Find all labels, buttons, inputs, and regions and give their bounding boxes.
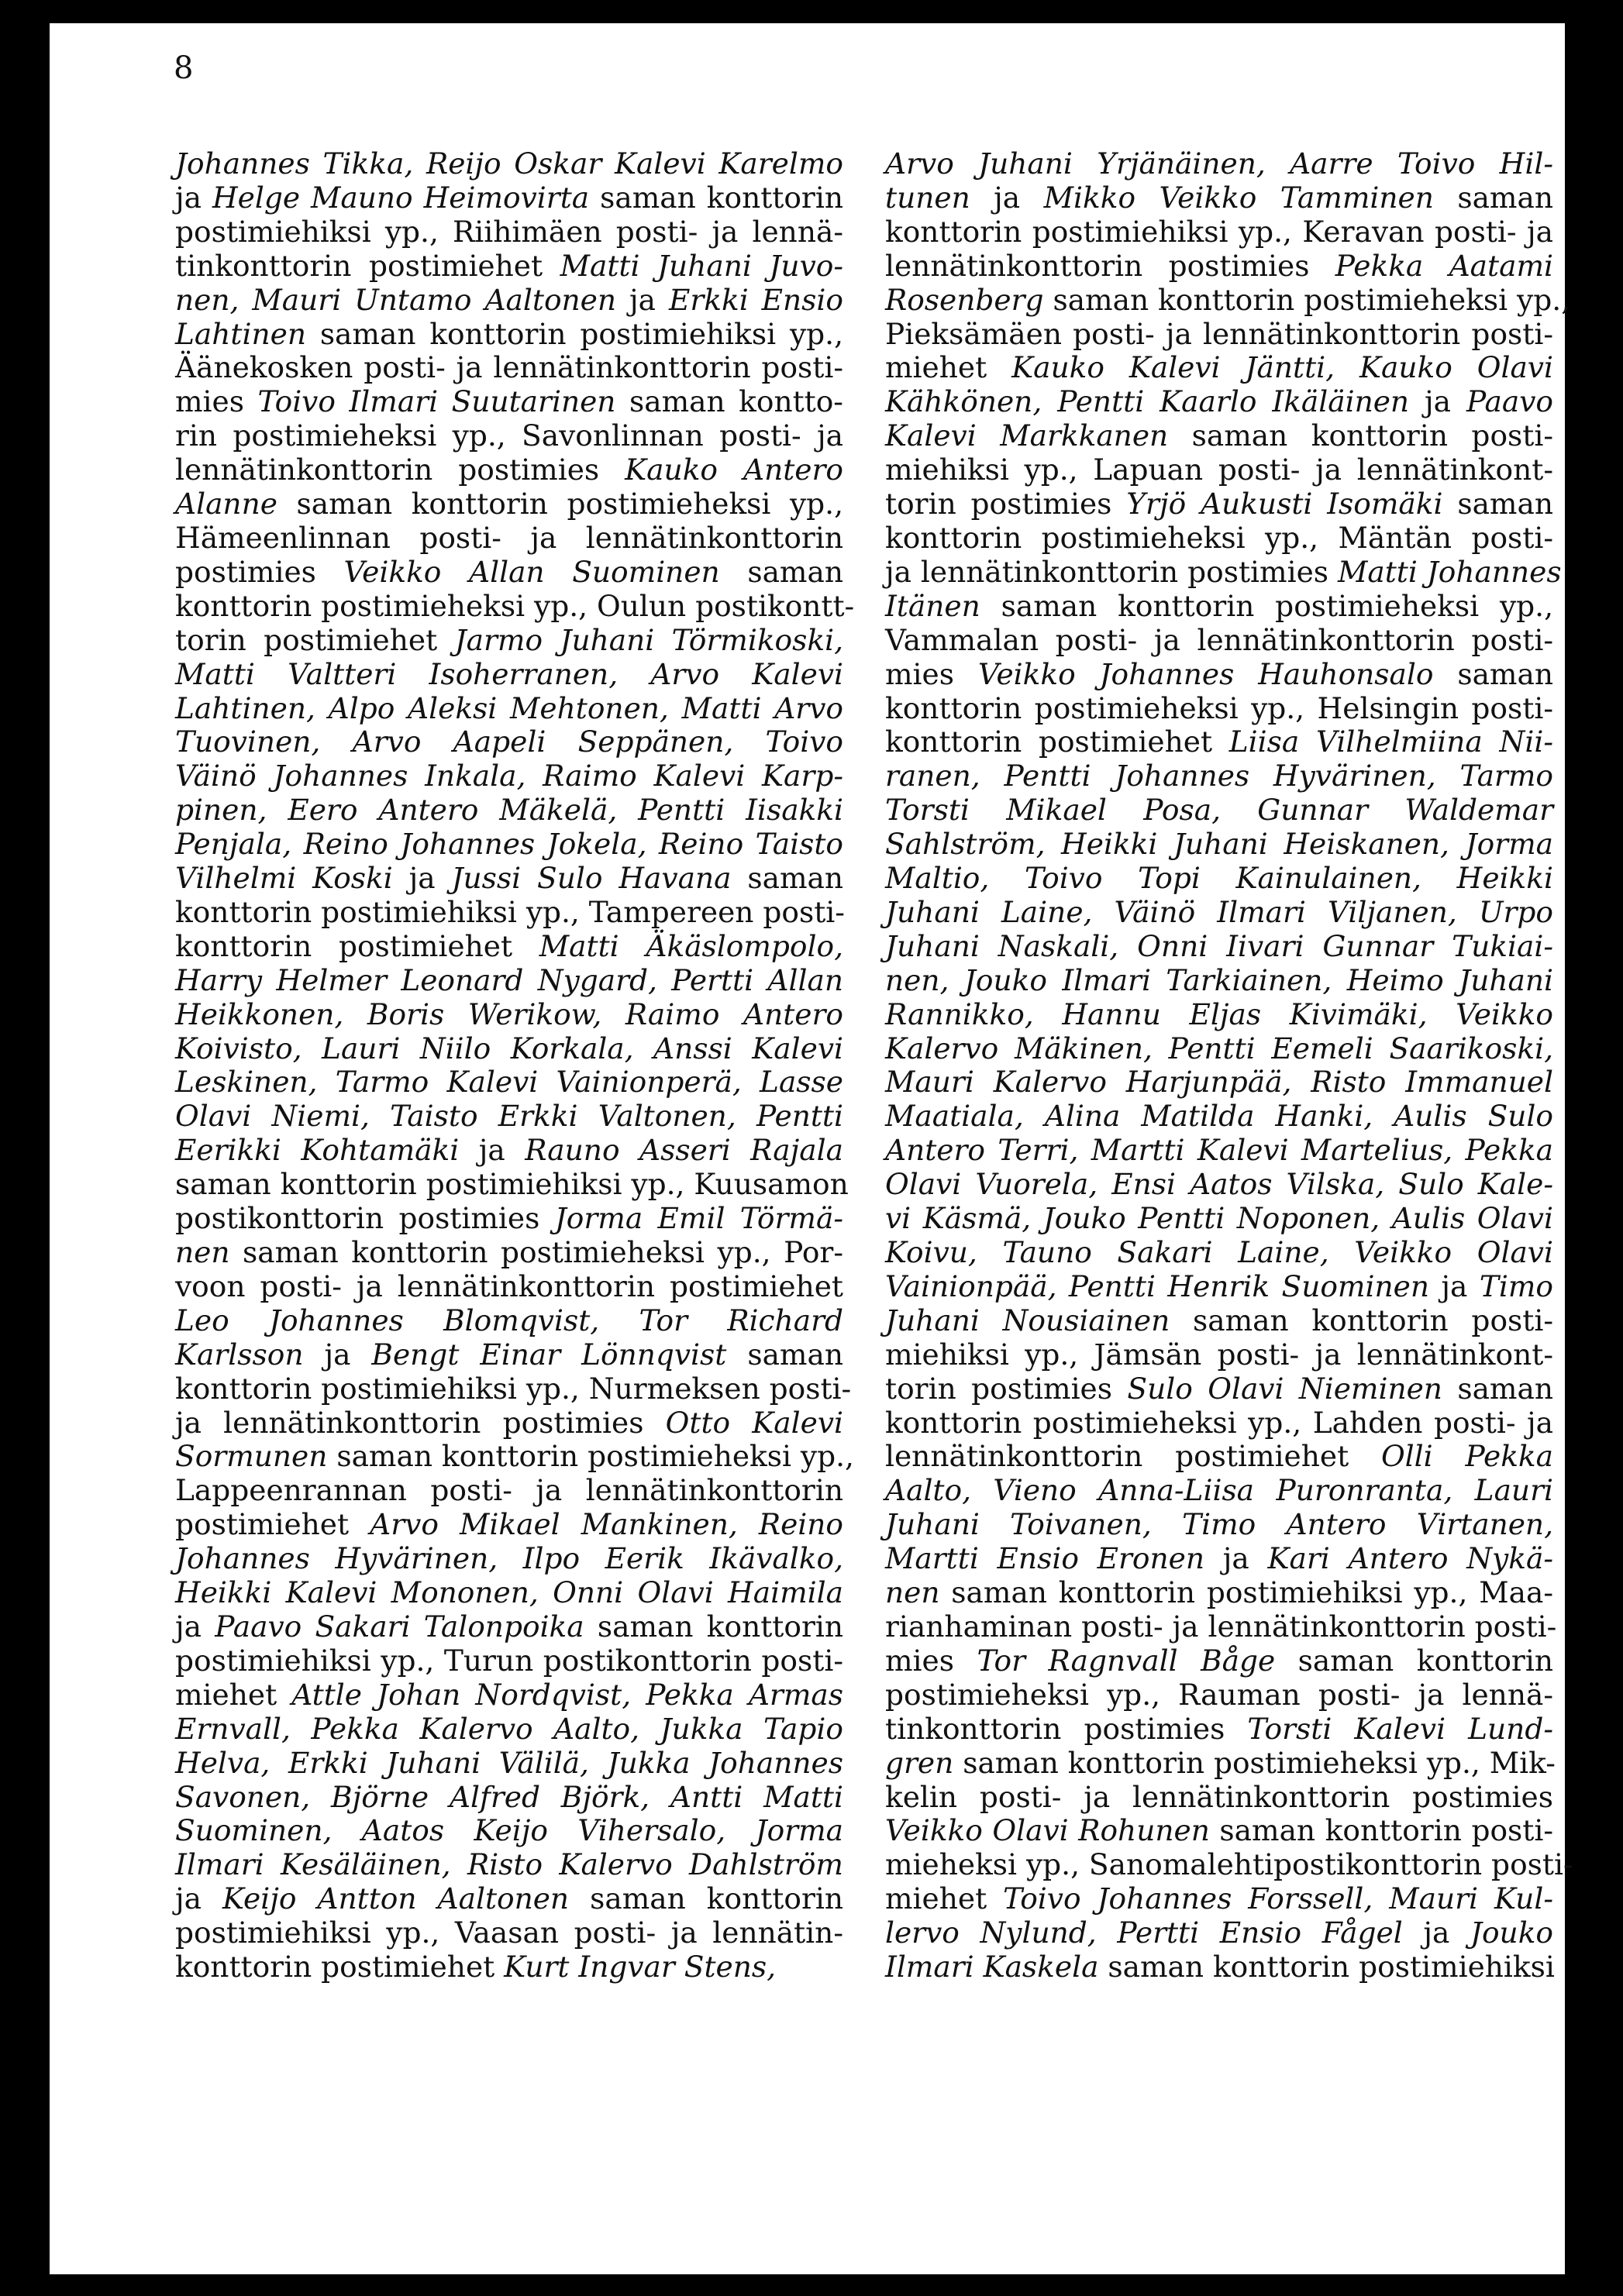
text-line: Ilmari Kaskela saman konttorin postimiehiksi [885, 1950, 1555, 1984]
text-line: Vilhelmi Koski ja Jussi Sulo Havana saman [175, 861, 844, 896]
text-line: torin postimies Sulo Olavi Nieminen saman [885, 1371, 1554, 1406]
text-line: pinen, Eero Antero Mäkelä, Pentti Iisakki [175, 793, 843, 828]
text-line: konttorin postimiehiksi yp., Nurmeksen posti- [175, 1371, 852, 1406]
text-line: Hämeenlinnan posti- ja lennätinkonttorin [175, 520, 843, 555]
text-line: konttorin postimiehet Liisa Vilhelmiina Nii- [885, 725, 1553, 759]
text-line: Harry Helmer Leonard Nygard, Pertti Allan [175, 962, 843, 997]
text-line: Pieksämäen posti- ja lennätinkonttorin posti- [885, 316, 1553, 351]
text-line: postimieheksi yp., Rauman posti- ja lennä- [885, 1677, 1553, 1712]
text-line: Rosenberg saman konttorin postimieheksi yp., [885, 282, 1571, 317]
text-line: ranen, Pentti Johannes Hyvärinen, Tarmo [885, 759, 1553, 793]
text-line: Väinö Johannes Inkala, Raimo Kalevi Karp- [175, 759, 843, 793]
text-line: Koivu, Tauno Sakari Laine, Veikko Olavi [885, 1235, 1553, 1269]
text-line: Heikki Kalevi Mononen, Onni Olavi Haimila [175, 1575, 843, 1610]
text-line: Kalevi Markkanen saman konttorin posti- [885, 418, 1553, 453]
text-line: voon posti- ja lennätinkonttorin postimiehet [175, 1268, 843, 1303]
text-line: Lappeenrannan posti- ja lennätinkonttorin [175, 1473, 843, 1508]
text-line: postimiehiksi yp., Vaasan posti- ja lennätin- [175, 1916, 843, 1950]
text-line: konttorin postimieheksi yp., Lahden posti- ja [885, 1405, 1553, 1440]
text-line: Kalervo Mäkinen, Pentti Eemeli Saarikoski, [885, 1031, 1553, 1065]
text-line: Arvo Juhani Yrjänäinen, Aarre Toivo Hil- [885, 146, 1553, 181]
text-line: postimiehiksi yp., Riihimäen posti- ja lennä- [175, 214, 843, 249]
text-line: Kähkönen, Pentti Kaarlo Ikäläinen ja Paavo [885, 384, 1553, 419]
text-line: Matti Valtteri Isoherranen, Arvo Kalevi [175, 656, 843, 691]
text-line: Koivisto, Lauri Niilo Korkala, Anssi Kalevi [175, 1031, 843, 1065]
text-line: ja lennätinkonttorin postimies Matti Johannes [885, 554, 1562, 589]
text-line: tinkonttorin postimies Torsti Kalevi Lund- [885, 1711, 1553, 1746]
text-line: Leo Johannes Blomqvist, Tor Richard [175, 1303, 843, 1337]
page-number: 8 [174, 50, 194, 86]
text-line: konttorin postimieheksi yp., Mäntän posti- [885, 520, 1553, 555]
text-line: miehet Toivo Johannes Forssell, Mauri Kul- [885, 1881, 1553, 1916]
text-line: Olavi Niemi, Taisto Erkki Valtonen, Pentti [175, 1099, 843, 1134]
text-line: ja Keijo Antton Aaltonen saman konttorin [175, 1881, 844, 1916]
text-line: Savonen, Björne Alfred Björk, Antti Matti [175, 1779, 843, 1814]
text-line: Sahlström, Heikki Juhani Heiskanen, Jorma [885, 827, 1553, 862]
text-line: tunen ja Mikko Veikko Tamminen saman [885, 180, 1554, 215]
text-line: Juhani Nousiainen saman konttorin posti- [885, 1303, 1553, 1337]
text-line: Sormunen saman konttorin postimieheksi yp., [175, 1439, 854, 1474]
text-line: konttorin postimiehiksi yp., Tampereen posti- [175, 894, 845, 929]
text-line: Antero Terri, Martti Kalevi Martelius, Pekka [885, 1133, 1553, 1168]
text-line: nen saman konttorin postimiehiksi yp., Maa- [885, 1575, 1553, 1610]
text-line: torin postimiehet Jarmo Juhani Törmikoski, [175, 622, 844, 657]
text-line: rianhaminan posti- ja lennätinkonttorin posti- [885, 1609, 1557, 1644]
text-line: postimiehiksi yp., Turun postikonttorin posti- [175, 1643, 843, 1678]
text-line: miehiksi yp., Lapuan posti- ja lennätinkont- [885, 453, 1553, 487]
text-line: Martti Ensio Eronen ja Kari Antero Nykä- [885, 1541, 1553, 1576]
text-line: tinkonttorin postimiehet Matti Juhani Juvo- [175, 248, 843, 283]
text-line: Vammalan posti- ja lennätinkonttorin posti- [885, 622, 1553, 657]
text-line: mies Toivo Ilmari Suutarinen saman kontto- [175, 384, 843, 419]
text-line: Leskinen, Tarmo Kalevi Vainionperä, Lasse [175, 1065, 843, 1100]
text-line: saman konttorin postimiehiksi yp., Kuusamon [175, 1167, 849, 1202]
right-column-text [885, 146, 1573, 1984]
text-line: Helva, Erkki Juhani Välilä, Jukka Johannes [175, 1745, 843, 1780]
text-line: miehet Kauko Kalevi Jäntti, Kauko Olavi [885, 350, 1553, 385]
text-line: miehet Attle Johan Nordqvist, Pekka Armas [175, 1677, 843, 1712]
text-line: Lahtinen saman konttorin postimiehiksi yp., [175, 316, 843, 351]
text-line: Vainionpää, Pentti Henrik Suominen ja Timo [885, 1268, 1553, 1303]
text-line: Eerikki Kohtamäki ja Rauno Asseri Rajala [175, 1133, 843, 1168]
left-column-text [175, 146, 855, 1984]
text-line: Äänekosken posti- ja lennätinkonttorin posti- [175, 350, 843, 385]
text-line: torin postimies Yrjö Aukusti Isomäki saman [885, 487, 1553, 522]
text-line: ja Helge Mauno Heimovirta saman konttorin [175, 180, 844, 215]
text-line: ja Paavo Sakari Talonpoika saman konttorin [175, 1609, 844, 1644]
text-line: Tuovinen, Arvo Aapeli Seppänen, Toivo [175, 725, 843, 759]
text-line: Suominen, Aatos Keijo Vihersalo, Jorma [175, 1813, 843, 1848]
text-line: nen, Jouko Ilmari Tarkiainen, Heimo Juhani [885, 962, 1553, 997]
text-line: postimies Veikko Allan Suominen saman [175, 554, 843, 589]
text-line: Ilmari Kesäläinen, Risto Kalervo Dahlström [175, 1847, 843, 1882]
text-line: Olavi Vuorela, Ensi Aatos Vilska, Sulo Kale- [885, 1167, 1553, 1202]
text-line: lennätinkonttorin postimies Pekka Aatami [885, 248, 1553, 283]
text-line: mieheksi yp., Sanomalehtipostikonttorin posti- [885, 1847, 1573, 1882]
text-line: gren saman konttorin postimieheksi yp., Mik- [885, 1745, 1556, 1780]
text-line: Alanne saman konttorin postimieheksi yp., [175, 487, 843, 522]
text-line: nen, Mauri Untamo Aaltonen ja Erkki Ensio [175, 282, 843, 317]
text-line: Johannes Hyvärinen, Ilpo Eerik Ikävalko, [175, 1541, 843, 1576]
document-page [50, 23, 1573, 2274]
text-line: Juhani Laine, Väinö Ilmari Viljanen, Urpo [885, 894, 1553, 929]
text-line: Heikkonen, Boris Werikow, Raimo Antero [175, 997, 843, 1031]
text-line: konttorin postimieheksi yp., Helsingin posti- [885, 690, 1553, 725]
text-line: Itänen saman konttorin postimieheksi yp., [885, 588, 1553, 623]
text-line: Ernvall, Pekka Kalervo Aalto, Jukka Tapio [175, 1711, 843, 1746]
text-line: Aalto, Vieno Anna-Liisa Puronranta, Lauri [885, 1473, 1553, 1508]
text-line: miehiksi yp., Jämsän posti- ja lennätinkont- [885, 1337, 1553, 1372]
text-line: mies Tor Ragnvall Båge saman konttorin [885, 1643, 1553, 1678]
text-line: vi Käsmä, Jouko Pentti Noponen, Aulis Olavi [885, 1201, 1553, 1236]
text-line: konttorin postimiehiksi yp., Keravan posti- ja [885, 214, 1553, 249]
text-line: Maatiala, Alina Matilda Hanki, Aulis Sulo [885, 1099, 1553, 1134]
text-line: mies Veikko Johannes Hauhonsalo saman [885, 656, 1553, 691]
text-line: lennätinkonttorin postimies Kauko Antero [175, 453, 843, 487]
text-line: postimiehet Arvo Mikael Mankinen, Reino [175, 1507, 844, 1542]
text-line: Torsti Mikael Posa, Gunnar Waldemar [885, 793, 1553, 828]
text-line: konttorin postimiehet Kurt Ingvar Stens, [175, 1950, 777, 1984]
text-line: Mauri Kalervo Harjunpää, Risto Immanuel [885, 1065, 1553, 1100]
text-line: Juhani Toivanen, Timo Antero Virtanen, [885, 1507, 1553, 1542]
text-line: Johannes Tikka, Reijo Oskar Kalevi Karelmo [175, 146, 843, 181]
text-line: Veikko Olavi Rohunen saman konttorin posti- [885, 1813, 1554, 1848]
text-line: konttorin postimiehet Matti Äkäslompolo, [175, 928, 843, 963]
text-line: Maltio, Toivo Topi Kainulainen, Heikki [885, 861, 1553, 896]
text-line: kelin posti- ja lennätinkonttorin postimies [885, 1779, 1553, 1814]
text-line: Rannikko, Hannu Eljas Kivimäki, Veikko [885, 997, 1553, 1031]
text-line: postikonttorin postimies Jorma Emil Törmä- [175, 1201, 843, 1236]
text-line: lervo Nylund, Pertti Ensio Fågel ja Jouko [885, 1916, 1553, 1950]
text-line: Lahtinen, Alpo Aleksi Mehtonen, Matti Arvo [175, 690, 843, 725]
text-line: rin postimieheksi yp., Savonlinnan posti- ja [175, 418, 843, 453]
text-line: ja lennätinkonttorin postimies Otto Kalevi [175, 1405, 843, 1440]
text-line: Juhani Naskali, Onni Iivari Gunnar Tukiai- [885, 928, 1553, 963]
text-line: nen saman konttorin postimieheksi yp., Por- [175, 1235, 843, 1269]
text-line: Penjala, Reino Johannes Jokela, Reino Taisto [175, 827, 843, 862]
text-line: Karlsson ja Bengt Einar Lönnqvist saman [175, 1337, 843, 1372]
text-line: konttorin postimieheksi yp., Oulun postikontt- [175, 588, 855, 623]
text-line: lennätinkonttorin postimiehet Olli Pekka [885, 1439, 1553, 1474]
